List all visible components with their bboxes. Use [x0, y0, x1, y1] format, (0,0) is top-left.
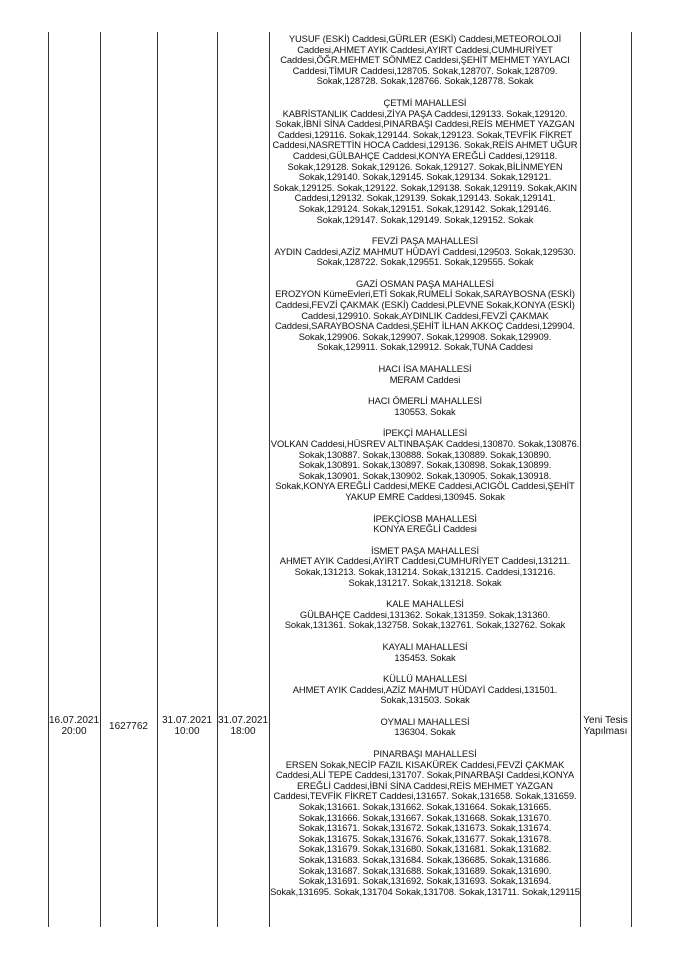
reason-line-1: Yeni Tesis	[583, 715, 628, 726]
neighborhood-section	[270, 364, 580, 385]
neighborhood-title: FEVZİ PAŞA MAHALLESİ	[371, 235, 479, 247]
neighborhood-section	[270, 34, 580, 87]
neighborhood-section	[270, 599, 580, 631]
table-border-right	[631, 32, 632, 927]
street-list: AHMET AYIK Caddesi,AZİZ MAHMUT HÜDAYİ Caddesi,131501. Sokak,131503. Sokak	[292, 683, 558, 706]
neighborhood-title: HACI ÖMERLİ MAHALLESİ	[367, 395, 483, 407]
record-number-cell	[100, 721, 157, 732]
neighborhood-title: İPEKÇİ MAHALLESİ	[382, 427, 468, 439]
neighborhood-title: KALE MAHALLESİ	[386, 598, 464, 610]
neighborhood-section	[270, 749, 580, 897]
reason-line-2: Yapılması	[583, 726, 628, 737]
end-datetime-cell-2	[217, 715, 269, 737]
end-datetime-cell-1	[157, 715, 217, 737]
neighborhood-title: HACI İSA MAHALLESİ	[378, 363, 472, 375]
end-time-1: 10:00	[174, 726, 200, 737]
street-list: 136304. Sokak	[394, 726, 456, 738]
table-border-left	[48, 32, 49, 927]
column-divider	[100, 32, 101, 927]
start-date: 16.07.2021	[48, 715, 100, 726]
neighborhood-title: ÇETMİ MAHALLESİ	[383, 96, 467, 108]
neighborhood-title: OYMALI MAHALLESİ	[380, 715, 470, 727]
street-list: KONYA EREĞLİ Caddesi	[373, 523, 477, 535]
neighborhood-section	[270, 396, 580, 417]
neighborhood-section	[270, 674, 580, 706]
neighborhood-section	[270, 514, 580, 535]
street-list: GÜLBAHÇE Caddesi,131362. Sokak,131359. Sokak,131360. Sokak,131361. Sokak,132758. Sokak,132761. Sokak,132762. Sokak	[284, 608, 566, 631]
neighborhood-title: İPEKÇİOSB MAHALLESİ	[373, 512, 477, 524]
reason-cell	[580, 715, 631, 737]
neighborhood-title: KÜLLÜ MAHALLESİ	[383, 673, 467, 685]
street-list: EROZYON KümeEvleri,ETİ Sokak,RUMELİ Sokak,SARAYBOSNA (ESKİ) Caddesi,FEVZİ ÇAKMAK (ESKİ) Caddesi,PLEVNE Sokak,KONYA (ESKİ) Caddesi,129910. Sokak,AYDINLIK Caddesi,FEVZİ ÇAKMAK Caddesi,SARAYBOSNA Caddesi,ŞEHİT İLHAN AKKOÇ Caddesi,129904. Sokak,129906. Sokak,129907. Sokak,129908. Sokak,129909. Sokak,129911. Sokak,129912. Sokak,TUNA Caddesi	[274, 288, 576, 353]
end-time-2: 18:00	[230, 726, 256, 737]
neighborhood-section	[270, 717, 580, 738]
street-list: KABRİSTANLIK Caddesi,ZİYA PAŞA Caddesi,129133. Sokak,129120. Sokak,İBNİ SİNA Caddesi,PINARBAŞI Caddesi,REİS MEHMET YAZGAN Caddesi,129116. Sokak,129144. Sokak,129123. Sokak,TEVFİK FİKRET Caddesi,NASRETTİN HOCA Caddesi,129136. Sokak,REİS AHMET UĞUR Caddesi,GÜLBAHÇE Caddesi,KONYA EREĞLİ Caddesi,129118. Sokak,129128. Sokak,129126. Sokak,129127. Sokak,BİLİNMEYEN Sokak,129140. Sokak,129145. Sokak,129134. Sokak,129121. Sokak,129125. Sokak,129122. Sokak,129138. Sokak,129119. Sokak,AKIN Caddesi,129132. Sokak,129139. Sokak,129143. Sokak,129141. Sokak,129124. Sokak,129151. Sokak,129142. Sokak,129146. Sokak,129147. Sokak,129149. Sokak,129152. Sokak	[272, 107, 578, 225]
neighborhood-section	[270, 428, 580, 502]
start-time: 20:00	[61, 726, 87, 737]
street-list: YUSUF (ESKİ) Caddesi,GÜRLER (ESKİ) Caddesi,METEOROLOJİ Caddesi,AHMET AYIK Caddesi,AYIRT Caddesi,CUMHURİYET Caddesi,ÖĞR.MEHMET SÖNMEZ Caddesi,ŞEHİT MEHMET YAYLACI Caddesi,TİMUR Caddesi,128705. Sokak,128707. Sokak,128709. Sokak,128728. Sokak,128766. Sokak,128778. Sokak	[280, 33, 570, 87]
street-list: MERAM Caddesi	[389, 373, 461, 385]
end-date-1: 31.07.2021	[161, 715, 213, 726]
neighborhood-title: İSMET PAŞA MAHALLESİ	[370, 544, 480, 556]
street-list: AHMET AYIK Caddesi,AYIRT Caddesi,CUMHURİYET Caddesi,131211. Sokak,131213. Sokak,131214. Sokak,131215. Caddesi,131216. Sokak,131217. Sokak,131218. Sokak	[279, 555, 571, 588]
column-divider	[580, 32, 581, 927]
column-divider	[157, 32, 158, 927]
neighborhood-title: KAYALI MAHALLESİ	[382, 640, 468, 652]
end-date-2: 31.07.2021	[217, 715, 269, 726]
column-divider	[217, 32, 218, 927]
street-list: VOLKAN Caddesi,HÜSREV ALTINBAŞAK Caddesi,130870. Sokak,130876. Sokak,130887. Sokak,130888. Sokak,130889. Sokak,130890. Sokak,130891. Sokak,130897. Sokak,130898. Sokak,130899. Sokak,130901. Sokak,130902. Sokak,130905. Sokak,130918. Sokak,KONYA EREĞLİ Caddesi,MEKE Caddesi,ACIGÖL Caddesi,ŞEHİT YAKUP EMRE Caddesi,130945. Sokak	[270, 438, 580, 502]
neighborhood-section	[270, 98, 580, 225]
neighborhood-section	[270, 236, 580, 268]
record-number: 1627762	[109, 721, 148, 732]
start-datetime-cell	[48, 715, 100, 737]
neighborhood-title: GAZİ OSMAN PAŞA MAHALLESİ	[356, 277, 494, 289]
street-list: 135453. Sokak	[394, 651, 456, 663]
street-list: 130553. Sokak	[394, 405, 456, 417]
street-list: AYDIN Caddesi,AZİZ MAHMUT HÜDAYİ Caddesi,129503. Sokak,129530. Sokak,128722. Sokak,129551. Sokak,129555. Sokak	[274, 245, 576, 268]
outage-table	[48, 32, 632, 927]
neighborhood-title: PINARBAŞI MAHALLESİ	[373, 748, 477, 760]
neighborhood-section	[270, 642, 580, 663]
street-list: ERSEN Sokak,NECİP FAZIL KISAKÜREK Caddesi,FEVZİ ÇAKMAK Caddesi,ALİ TEPE Caddesi,131707. Sokak,PINARBAŞI Caddesi,KONYA EREĞLİ Caddesi,İBNİ SİNA Caddesi,REİS MEHMET YAZGAN Caddesi,TEVFİK FİKRET Caddesi,131657. Sokak,131658. Sokak,131659. Sokak,131661. Sokak,131662. Sokak,131664. Sokak,131665. Sokak,131666. Sokak,131667. Sokak,131668. Sokak,131670. Sokak,131671. Sokak,131672. Sokak,131673. Sokak,131674. Sokak,131675. Sokak,131676. Sokak,131677. Sokak,131678. Sokak,131679. Sokak,131680. Sokak,131681. Sokak,131682. Sokak,131683. Sokak,131684. Sokak,136685. Sokak,131686. Sokak,131687. Sokak,131688. Sokak,131689. Sokak,131690. Sokak,131691. Sokak,131692. Sokak,131693. Sokak,131694. Sokak,131695. Sokak,131704 Sokak,131708. Sokak,131711. Sokak,129115	[270, 758, 580, 897]
affected-areas-cell	[270, 34, 580, 908]
neighborhood-section	[270, 546, 580, 588]
neighborhood-section	[270, 279, 580, 353]
